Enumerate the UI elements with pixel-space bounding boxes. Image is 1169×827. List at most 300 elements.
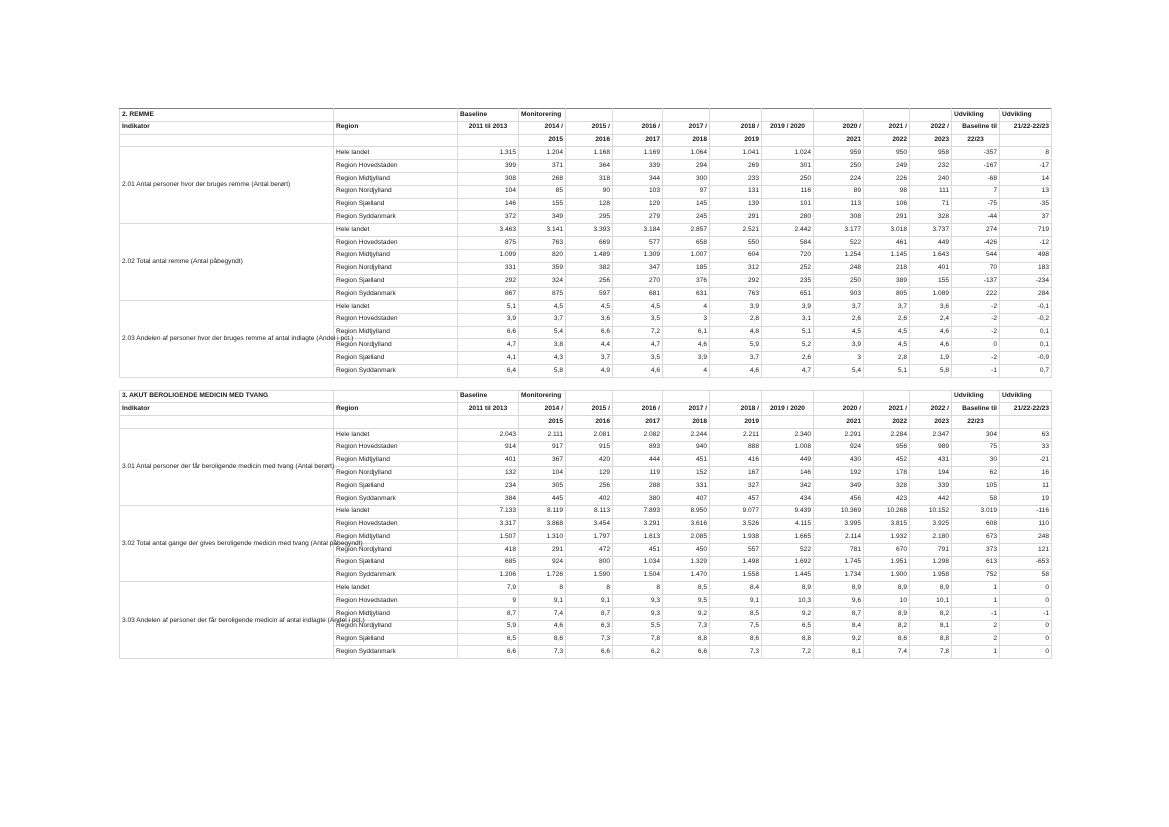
value-cell: 550 (710, 236, 762, 249)
value-cell: 1.745 (814, 556, 864, 569)
header-row (120, 109, 1052, 122)
header-cell: 2011 til 2013 (458, 403, 519, 416)
value-cell: 37 (1000, 211, 1052, 224)
value-cell: -167 (952, 160, 1000, 173)
value-cell: 608 (952, 518, 1000, 531)
value-cell: 1 (952, 595, 1000, 608)
value-cell: 6,6 (566, 326, 613, 339)
value-cell: 903 (814, 288, 864, 301)
table-row (120, 300, 1052, 313)
value-cell: 4 (663, 300, 710, 313)
value-cell: 155 (910, 275, 952, 288)
value-cell: 167 (710, 467, 762, 480)
value-cell: 10.369 (814, 505, 864, 518)
value-cell: 97 (663, 185, 710, 198)
value-cell: 129 (613, 198, 663, 211)
value-cell: 371 (519, 160, 566, 173)
value-cell: 4,7 (613, 339, 663, 352)
header-cell: 2015 (519, 416, 566, 429)
value-cell: 449 (910, 236, 952, 249)
value-cell: 1.309 (613, 249, 663, 262)
value-cell: 85 (519, 185, 566, 198)
value-cell: 344 (613, 172, 663, 185)
value-cell: 3.815 (864, 518, 910, 531)
value-cell: 577 (613, 236, 663, 249)
value-cell: 106 (864, 198, 910, 211)
spacer-row (120, 377, 1052, 390)
header-cell (566, 390, 613, 403)
value-cell: 7,5 (710, 620, 762, 633)
value-cell: 8 (566, 582, 613, 595)
value-cell: 359 (519, 262, 566, 275)
value-cell: 1.145 (864, 249, 910, 262)
value-cell: 7,3 (519, 646, 566, 659)
value-cell: 958 (910, 147, 952, 160)
value-cell: 224 (814, 172, 864, 185)
value-cell: 70 (952, 262, 1000, 275)
value-cell: 288 (613, 480, 663, 493)
value-cell: 584 (762, 236, 814, 249)
value-cell: 8,9 (864, 608, 910, 621)
header-cell: 2021 (814, 416, 864, 429)
value-cell: 4,6 (710, 364, 762, 377)
value-cell: 104 (458, 185, 519, 198)
empty-cell (663, 377, 710, 390)
value-cell: 372 (458, 211, 519, 224)
value-cell: 4,5 (519, 300, 566, 313)
header-cell (814, 390, 864, 403)
value-cell: 4,6 (519, 620, 566, 633)
header-cell: 22/23 (952, 416, 1000, 429)
value-cell: 129 (566, 467, 613, 480)
value-cell: 3,7 (864, 300, 910, 313)
value-cell: 3,9 (762, 300, 814, 313)
value-cell: -1 (1000, 608, 1052, 621)
value-cell: -426 (952, 236, 1000, 249)
value-cell: 752 (952, 569, 1000, 582)
value-cell: 7,3 (710, 646, 762, 659)
value-cell: 250 (814, 275, 864, 288)
value-cell: 1.504 (613, 569, 663, 582)
value-cell: 1.034 (613, 556, 663, 569)
value-cell: 3,5 (613, 313, 663, 326)
value-cell: 3,9 (710, 300, 762, 313)
value-cell: 2.521 (710, 224, 762, 237)
value-cell: 670 (864, 544, 910, 557)
value-cell: 6,6 (458, 326, 519, 339)
header-row (120, 121, 1052, 134)
value-cell: -2 (952, 313, 1000, 326)
value-cell: 2,4 (910, 313, 952, 326)
region-cell: Region Hovedstaden (334, 160, 458, 173)
value-cell: 522 (762, 544, 814, 557)
value-cell: 13 (1000, 185, 1052, 198)
value-cell: 1.007 (663, 249, 710, 262)
value-cell: -2 (952, 300, 1000, 313)
value-cell: 401 (910, 262, 952, 275)
region-cell: Region Syddanmark (334, 364, 458, 377)
header-cell (566, 109, 613, 122)
value-cell: 4,3 (519, 352, 566, 365)
value-cell: 544 (952, 249, 1000, 262)
value-cell: 295 (566, 211, 613, 224)
value-cell: 1.938 (710, 531, 762, 544)
value-cell: 7,3 (566, 633, 613, 646)
header-cell: 2016 (566, 416, 613, 429)
value-cell: 1.665 (762, 531, 814, 544)
value-cell: 234 (458, 480, 519, 493)
value-cell: 2,6 (762, 352, 814, 365)
value-cell: 3,6 (910, 300, 952, 313)
header-cell: Udvikling (1000, 390, 1052, 403)
value-cell: 4,4 (566, 339, 613, 352)
header-cell: 2021 (814, 134, 864, 147)
value-cell: 5,8 (910, 364, 952, 377)
value-cell: 1.315 (458, 147, 519, 160)
header-cell: 2023 (910, 134, 952, 147)
region-cell: Region Sjælland (334, 480, 458, 493)
value-cell: 431 (910, 454, 952, 467)
region-cell: Region Hovedstaden (334, 313, 458, 326)
value-cell: 4,7 (762, 364, 814, 377)
value-cell: 685 (458, 556, 519, 569)
table-row (120, 147, 1052, 160)
value-cell: 444 (613, 454, 663, 467)
value-cell: -0,1 (1000, 300, 1052, 313)
indicator-label: 3.01 Antal personer der får beroligende medicin med tvang (Antal berørt) (120, 428, 334, 505)
value-cell: 19 (1000, 492, 1052, 505)
value-cell: 248 (814, 262, 864, 275)
value-cell: 7.893 (613, 505, 663, 518)
value-cell: 3.291 (613, 518, 663, 531)
value-cell: 1 (952, 646, 1000, 659)
table-row (120, 428, 1052, 441)
region-cell: Region Midtjylland (334, 608, 458, 621)
value-cell: 58 (1000, 569, 1052, 582)
header-cell: 2022 / (910, 121, 952, 134)
empty-cell (1000, 377, 1052, 390)
value-cell: 104 (519, 467, 566, 480)
indicator-label: 2.01 Antal personer hvor der bruges remme (Antal berørt) (120, 147, 334, 224)
region-cell: Region Sjælland (334, 633, 458, 646)
value-cell: 3,7 (814, 300, 864, 313)
value-cell: 9,1 (566, 595, 613, 608)
value-cell: 7,3 (663, 620, 710, 633)
empty-cell (334, 416, 458, 429)
value-cell: 1.498 (710, 556, 762, 569)
value-cell: 4,6 (910, 326, 952, 339)
indicator-label: 3.03 Andelen af personer der får beroligende medicin af antal indlagte (Andel i pct.) (120, 582, 334, 659)
value-cell: 456 (814, 492, 864, 505)
value-cell: 376 (663, 275, 710, 288)
value-cell: 71 (910, 198, 952, 211)
empty-cell (120, 134, 334, 147)
value-cell: 178 (864, 467, 910, 480)
value-cell: 1.558 (710, 569, 762, 582)
region-cell: Region Syddanmark (334, 211, 458, 224)
value-cell: 5,1 (864, 364, 910, 377)
value-cell: 222 (952, 288, 1000, 301)
empty-cell (910, 377, 952, 390)
value-cell: 232 (910, 160, 952, 173)
value-cell: 472 (566, 544, 613, 557)
value-cell: 2.211 (710, 428, 762, 441)
value-cell: 4,5 (814, 326, 864, 339)
value-cell: 8.950 (663, 505, 710, 518)
region-cell: Hele landet (334, 505, 458, 518)
header-cell: 2022 / (910, 403, 952, 416)
header-cell: 2018 / (710, 403, 762, 416)
value-cell: 4,9 (566, 364, 613, 377)
value-cell: 308 (814, 211, 864, 224)
empty-cell (334, 109, 458, 122)
header-cell: 2014 / (519, 121, 566, 134)
value-cell: 5,9 (458, 620, 519, 633)
header-cell: 2019 (710, 134, 762, 147)
value-cell: 2.857 (663, 224, 710, 237)
value-cell: 1.489 (566, 249, 613, 262)
header-cell: 2019 (710, 416, 762, 429)
header-cell: 2022 (864, 416, 910, 429)
value-cell: 2,8 (864, 352, 910, 365)
value-cell: 250 (762, 172, 814, 185)
value-cell: 2,8 (710, 313, 762, 326)
value-cell: -234 (1000, 275, 1052, 288)
value-cell: 3.868 (519, 518, 566, 531)
value-cell: 5,1 (458, 300, 519, 313)
value-cell: 89 (814, 185, 864, 198)
header-cell (762, 390, 814, 403)
value-cell: 9,6 (814, 595, 864, 608)
value-cell: 324 (519, 275, 566, 288)
value-cell: 651 (762, 288, 814, 301)
value-cell: 218 (864, 262, 910, 275)
indikator-header: Indikator (120, 121, 334, 134)
value-cell: 950 (864, 147, 910, 160)
value-cell: 914 (458, 441, 519, 454)
empty-cell (334, 377, 458, 390)
header-row (120, 416, 1052, 429)
header-cell: Udvikling (1000, 109, 1052, 122)
value-cell: 673 (952, 531, 1000, 544)
value-cell: 3.616 (663, 518, 710, 531)
value-cell: 2.114 (814, 531, 864, 544)
value-cell: 402 (566, 492, 613, 505)
value-cell: 101 (762, 198, 814, 211)
header-cell: 2014 / (519, 403, 566, 416)
empty-cell (864, 377, 910, 390)
section-title: 3. AKUT BEROLIGENDE MEDICIN MED TVANG (120, 390, 334, 403)
value-cell: 658 (663, 236, 710, 249)
value-cell: -12 (1000, 236, 1052, 249)
value-cell: 720 (762, 249, 814, 262)
value-cell: 3.317 (458, 518, 519, 531)
value-cell: 1.932 (864, 531, 910, 544)
header-cell: 21/22-22/23 (1000, 403, 1052, 416)
value-cell: 3.184 (613, 224, 663, 237)
value-cell: 1.900 (864, 569, 910, 582)
value-cell: 128 (566, 198, 613, 211)
value-cell: -1 (952, 364, 1000, 377)
value-cell: -0,9 (1000, 352, 1052, 365)
value-cell: 8,4 (710, 582, 762, 595)
region-cell: Hele landet (334, 224, 458, 237)
empty-cell (566, 377, 613, 390)
value-cell: 4,6 (663, 339, 710, 352)
value-cell: 318 (566, 172, 613, 185)
value-cell: 2.442 (762, 224, 814, 237)
value-cell: 2.043 (458, 428, 519, 441)
value-cell: 10,3 (762, 595, 814, 608)
value-cell: 235 (762, 275, 814, 288)
value-cell: 291 (710, 211, 762, 224)
value-cell: 7,9 (458, 582, 519, 595)
value-cell: 418 (458, 544, 519, 557)
value-cell: 113 (814, 198, 864, 211)
value-cell: 805 (864, 288, 910, 301)
value-cell: 6,6 (458, 646, 519, 659)
value-cell: 98 (864, 185, 910, 198)
value-cell: 75 (952, 441, 1000, 454)
value-cell: 940 (663, 441, 710, 454)
value-cell: 4,5 (864, 339, 910, 352)
region-header: Region (334, 121, 458, 134)
table-body (120, 109, 1052, 659)
value-cell: 1.254 (814, 249, 864, 262)
value-cell: 449 (762, 454, 814, 467)
value-cell: 155 (519, 198, 566, 211)
value-cell: 11 (1000, 480, 1052, 493)
value-cell: 2.244 (663, 428, 710, 441)
value-cell: 269 (710, 160, 762, 173)
value-cell: 407 (663, 492, 710, 505)
value-cell: 8 (519, 582, 566, 595)
header-row (120, 403, 1052, 416)
value-cell: 256 (566, 480, 613, 493)
value-cell: 274 (952, 224, 1000, 237)
value-cell: -75 (952, 198, 1000, 211)
empty-cell (613, 377, 663, 390)
region-cell: Region Midtjylland (334, 326, 458, 339)
value-cell: 8,7 (458, 608, 519, 621)
value-cell: 3.995 (814, 518, 864, 531)
value-cell: 0,1 (1000, 339, 1052, 352)
value-cell: 2.180 (910, 531, 952, 544)
value-cell: 457 (710, 492, 762, 505)
value-cell: 6,5 (458, 633, 519, 646)
value-cell: 8,5 (710, 608, 762, 621)
value-cell: 498 (1000, 249, 1052, 262)
value-cell: 245 (663, 211, 710, 224)
empty-cell (120, 377, 334, 390)
value-cell: 451 (663, 454, 710, 467)
value-cell: 3,1 (762, 313, 814, 326)
value-cell: 2.082 (613, 428, 663, 441)
data-table (119, 108, 1052, 659)
empty-cell (334, 390, 458, 403)
value-cell: 1.797 (566, 531, 613, 544)
value-cell: 373 (952, 544, 1000, 557)
value-cell: 5,8 (519, 364, 566, 377)
value-cell: 4 (663, 364, 710, 377)
value-cell: -21 (1000, 454, 1052, 467)
value-cell: 292 (458, 275, 519, 288)
value-cell: 0 (1000, 620, 1052, 633)
value-cell: 16 (1000, 467, 1052, 480)
value-cell: 0 (1000, 646, 1052, 659)
header-cell: 2019 / 2020 (762, 121, 814, 134)
value-cell: 270 (613, 275, 663, 288)
value-cell: 9,2 (814, 633, 864, 646)
value-cell: 9,1 (710, 595, 762, 608)
header-cell: 2023 (910, 416, 952, 429)
value-cell: 4,5 (613, 300, 663, 313)
empty-cell (334, 134, 458, 147)
value-cell: 312 (710, 262, 762, 275)
header-cell (663, 109, 710, 122)
table-row (120, 582, 1052, 595)
value-cell: 8,9 (814, 582, 864, 595)
value-cell: 7,4 (519, 608, 566, 621)
value-cell: 8 (613, 582, 663, 595)
indikator-header: Indikator (120, 403, 334, 416)
value-cell: 557 (710, 544, 762, 557)
header-cell (864, 109, 910, 122)
value-cell: 917 (519, 441, 566, 454)
value-cell: 33 (1000, 441, 1052, 454)
value-cell: 0,7 (1000, 364, 1052, 377)
value-cell: 6,6 (566, 646, 613, 659)
value-cell: 2.111 (519, 428, 566, 441)
header-cell: Udvikling (952, 390, 1000, 403)
value-cell: 9 (458, 595, 519, 608)
value-cell: 1.298 (910, 556, 952, 569)
value-cell: 3.925 (910, 518, 952, 531)
value-cell: 461 (864, 236, 910, 249)
value-cell: 924 (519, 556, 566, 569)
value-cell: 111 (910, 185, 952, 198)
value-cell: 5,5 (613, 620, 663, 633)
region-cell: Region Nordjylland (334, 467, 458, 480)
value-cell: 1.064 (663, 147, 710, 160)
header-cell: 2017 / (663, 121, 710, 134)
header-cell (458, 416, 519, 429)
value-cell: 300 (663, 172, 710, 185)
header-cell (710, 390, 762, 403)
value-cell: 4,1 (458, 352, 519, 365)
value-cell: -653 (1000, 556, 1052, 569)
empty-cell (952, 377, 1000, 390)
value-cell: 5,2 (762, 339, 814, 352)
value-cell: 103 (613, 185, 663, 198)
value-cell: 7 (952, 185, 1000, 198)
value-cell: 1,9 (910, 352, 952, 365)
value-cell: 4,5 (566, 300, 613, 313)
value-cell: 240 (910, 172, 952, 185)
header-cell (1000, 134, 1052, 147)
empty-cell (762, 377, 814, 390)
value-cell: 1.169 (613, 147, 663, 160)
value-cell: 875 (519, 288, 566, 301)
value-cell: 8.119 (519, 505, 566, 518)
value-cell: 58 (952, 492, 1000, 505)
value-cell: 1.951 (864, 556, 910, 569)
region-cell: Region Midtjylland (334, 531, 458, 544)
value-cell: 146 (458, 198, 519, 211)
value-cell: 3,9 (458, 313, 519, 326)
value-cell: 6,3 (566, 620, 613, 633)
header-cell (762, 109, 814, 122)
